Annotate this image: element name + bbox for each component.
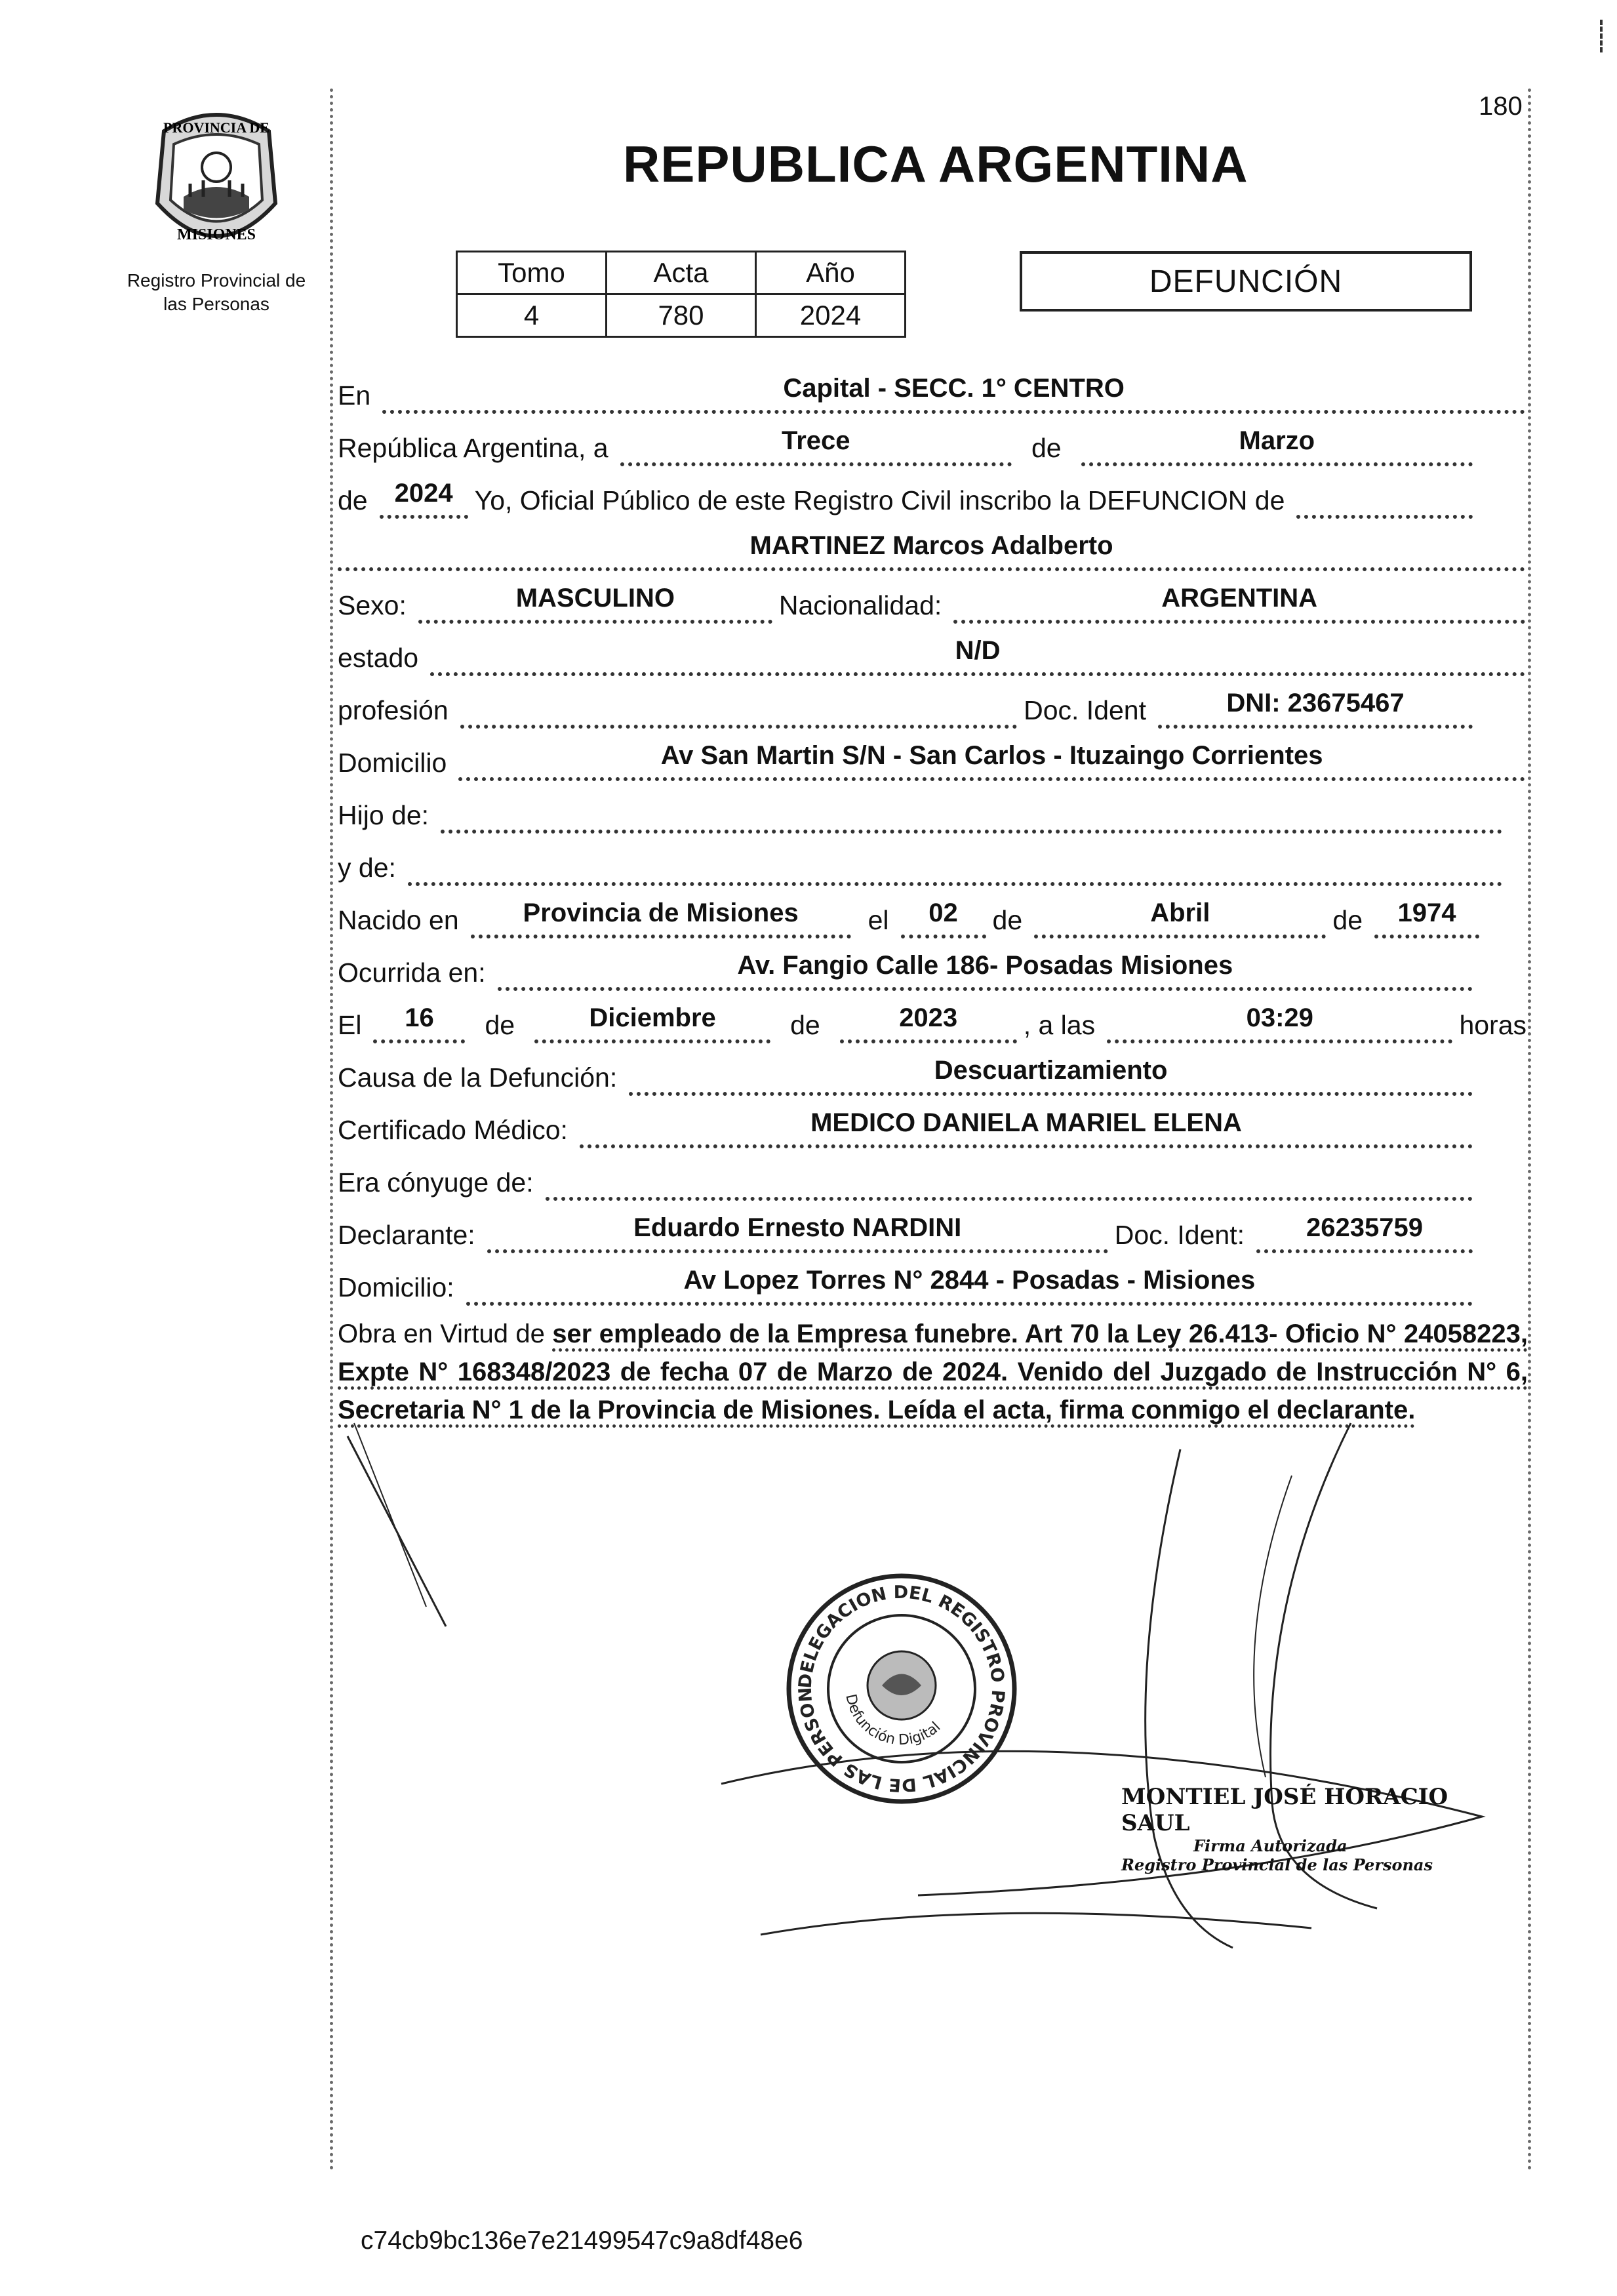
ocurrida-label: Ocurrida en: bbox=[338, 957, 486, 988]
svg-text:Defunción Digital: Defunción Digital bbox=[842, 1692, 944, 1749]
en-label: En bbox=[338, 380, 371, 411]
svg-text:PROVINCIA DE: PROVINCIA DE bbox=[163, 119, 270, 136]
de-death-label-2: de bbox=[790, 1010, 820, 1040]
row-en bbox=[338, 374, 1532, 414]
birth-day-field bbox=[901, 895, 986, 938]
row-fallecimiento bbox=[338, 1003, 1532, 1043]
year-field bbox=[380, 475, 468, 519]
estado-label: estado bbox=[338, 643, 419, 673]
domicilio-label: Domicilio bbox=[338, 748, 447, 778]
signer-block bbox=[1121, 1784, 1462, 1874]
acta-header: Acta bbox=[607, 252, 756, 294]
svg-text:MISIONES: MISIONES bbox=[176, 226, 256, 243]
oficial-text: Yo, Oficial Público de este Registro Civil inscribo la DEFUNCION de bbox=[474, 485, 1285, 515]
record-table-values bbox=[457, 294, 906, 337]
horas-label: horas bbox=[1459, 1010, 1527, 1040]
acta-value: 780 bbox=[607, 294, 756, 337]
signer-name: MONTIEL JOSÉ HORACIO SAUL bbox=[1121, 1784, 1448, 1836]
deceased-name: MARTINEZ Marcos Adalberto bbox=[749, 531, 1113, 560]
en-field bbox=[382, 371, 1525, 414]
row-domicilio bbox=[338, 741, 1532, 781]
death-month: Diciembre bbox=[589, 1003, 716, 1032]
registry-line-2: las Personas bbox=[163, 294, 270, 314]
declarante-value: Eduardo Ernesto NARDINI bbox=[633, 1213, 962, 1242]
declarante-label: Declarante: bbox=[338, 1220, 475, 1250]
row-causa bbox=[338, 1056, 1479, 1096]
domicilio2-field bbox=[466, 1262, 1473, 1306]
declarante-field bbox=[487, 1210, 1108, 1253]
death-year: 2023 bbox=[899, 1003, 958, 1032]
doc-ident-field bbox=[1158, 685, 1473, 729]
death-day-field bbox=[373, 1000, 465, 1043]
de-label: de bbox=[1031, 433, 1062, 463]
day-field bbox=[620, 423, 1012, 466]
nacionalidad-label: Nacionalidad: bbox=[778, 590, 942, 620]
row-yde bbox=[338, 849, 1509, 886]
sexo-value: MASCULINO bbox=[515, 584, 675, 613]
anio-header: Año bbox=[756, 252, 906, 294]
el-upper-label: El bbox=[338, 1010, 362, 1040]
anio-value: 2024 bbox=[756, 294, 906, 337]
tomo-header: Tomo bbox=[457, 252, 607, 294]
declarante-doc-label: Doc. Ident: bbox=[1114, 1220, 1245, 1250]
declarante-doc-value: 26235759 bbox=[1306, 1213, 1423, 1242]
year-value: 2024 bbox=[394, 479, 453, 508]
death-day: 16 bbox=[405, 1003, 434, 1032]
de-birth-label-1: de bbox=[992, 905, 1023, 935]
domicilio2-label: Domicilio: bbox=[338, 1272, 454, 1302]
name-field bbox=[338, 528, 1525, 571]
row-oficial bbox=[338, 479, 1479, 519]
nacido-value: Provincia de Misiones bbox=[523, 898, 799, 927]
row-fecha bbox=[338, 426, 1479, 466]
document-hash: c74cb9bc136e7e21499547c9a8df48e6 bbox=[361, 2226, 803, 2255]
document-type: DEFUNCIÓN bbox=[1149, 264, 1343, 299]
obra-text: ser empleado de la Empresa funebre. Art 70 la Ley 26.413- Oficio N° 24058223, Expte N° 168348/2023 de fecha 07 de Marzo de 2024. Venido del Juzgado de Instrucción N° 6, Secretaria N° 1 de la Provincia de Misiones. Leída el acta, firma conmigo el declarante. bbox=[338, 1319, 1528, 1428]
signer-role: Firma Autorizada bbox=[1193, 1836, 1348, 1855]
row-conyuge bbox=[338, 1164, 1479, 1201]
death-time: 03:29 bbox=[1246, 1003, 1313, 1032]
de-birth-label-2: de bbox=[1332, 905, 1363, 935]
death-time-field bbox=[1107, 1000, 1452, 1043]
provincial-logo bbox=[144, 105, 289, 256]
ocurrida-value: Av. Fangio Calle 186- Posadas Misiones bbox=[737, 951, 1233, 980]
death-year-field bbox=[840, 1000, 1017, 1043]
birth-year-field bbox=[1374, 895, 1479, 938]
row-ocurrida bbox=[338, 951, 1479, 991]
en-value: Capital - SECC. 1° CENTRO bbox=[783, 374, 1125, 403]
conyuge-label: Era cónyuge de: bbox=[338, 1167, 534, 1198]
yde-label: y de: bbox=[338, 853, 396, 883]
death-month-field bbox=[534, 1000, 770, 1043]
el-label: el bbox=[868, 905, 889, 935]
doc-ident-value: DNI: 23675467 bbox=[1226, 689, 1405, 717]
domicilio2-value: Av Lopez Torres N° 2844 - Posadas - Misiones bbox=[683, 1266, 1256, 1295]
nacionalidad-value: ARGENTINA bbox=[1161, 584, 1318, 613]
row-nombre bbox=[338, 531, 1532, 571]
certificado-field bbox=[580, 1105, 1473, 1148]
svg-text:DELEGACION DEL REGISTRO PROVIN: DELEGACION DEL REGISTRO PROVINCIAL DE LAS PERSON bbox=[795, 1582, 1008, 1796]
sexo-label: Sexo: bbox=[338, 590, 407, 620]
record-table bbox=[456, 251, 906, 338]
row-sexo bbox=[338, 584, 1532, 624]
row-hijo bbox=[338, 797, 1509, 834]
domicilio-value: Av San Martin S/N - San Carlos - Ituzaingo Corrientes bbox=[660, 741, 1323, 770]
profesion-label: profesión bbox=[338, 695, 449, 725]
causa-field bbox=[629, 1053, 1473, 1096]
profesion-field bbox=[460, 685, 1017, 729]
registry-line-1: Registro Provincial de bbox=[127, 270, 306, 291]
birth-year: 1974 bbox=[1397, 898, 1456, 927]
declarante-doc-field bbox=[1256, 1210, 1473, 1253]
corner-mark bbox=[1600, 20, 1607, 52]
doc-ident-label: Doc. Ident bbox=[1024, 695, 1146, 725]
signer-org: Registro Provincial de las Personas bbox=[1121, 1855, 1433, 1874]
row-nacido bbox=[338, 898, 1486, 938]
sexo-field bbox=[418, 580, 772, 624]
official-stamp bbox=[784, 1571, 1020, 1807]
nacido-field bbox=[471, 895, 851, 938]
hijo-label: Hijo de: bbox=[338, 800, 429, 830]
page-number: 180 bbox=[1479, 92, 1523, 121]
tomo-value: 4 bbox=[457, 294, 607, 337]
de-death-label-1: de bbox=[485, 1010, 515, 1040]
row-profesion bbox=[338, 689, 1479, 729]
nacionalidad-field bbox=[953, 580, 1525, 624]
record-table-header bbox=[457, 252, 906, 294]
month-field bbox=[1081, 423, 1473, 466]
ocurrida-field bbox=[498, 948, 1473, 991]
day-value: Trece bbox=[782, 426, 850, 455]
row-certificado bbox=[338, 1108, 1479, 1148]
birth-day: 02 bbox=[928, 898, 958, 927]
month-value: Marzo bbox=[1239, 426, 1315, 455]
birth-month: Abril bbox=[1150, 898, 1210, 927]
domicilio-field bbox=[458, 738, 1525, 781]
row-estado bbox=[338, 636, 1532, 676]
row-domicilio-declarante bbox=[338, 1266, 1479, 1306]
page-title: REPUBLICA ARGENTINA bbox=[623, 135, 1248, 193]
birth-month-field bbox=[1034, 895, 1326, 938]
causa-value: Descuartizamiento bbox=[934, 1056, 1168, 1085]
obra-prefix: Obra en Virtud de bbox=[338, 1319, 545, 1348]
estado-value: N/D bbox=[955, 636, 1001, 665]
yde-field bbox=[408, 843, 1502, 886]
document-type-box bbox=[1020, 251, 1472, 312]
estado-field bbox=[430, 633, 1525, 676]
certificado-value: MEDICO DANIELA MARIEL ELENA bbox=[810, 1108, 1242, 1137]
conyuge-field bbox=[546, 1158, 1473, 1201]
registry-label bbox=[105, 269, 328, 316]
nacido-label: Nacido en bbox=[338, 905, 459, 935]
de-year-label: de bbox=[338, 485, 368, 515]
certificado-label: Certificado Médico: bbox=[338, 1115, 568, 1145]
oficial-fill bbox=[1296, 475, 1473, 519]
row-declarante bbox=[338, 1213, 1479, 1253]
a-las-label: , a las bbox=[1023, 1010, 1096, 1040]
hijo-field bbox=[441, 790, 1502, 834]
causa-label: Causa de la Defunción: bbox=[338, 1062, 618, 1093]
republica-label: República Argentina, a bbox=[338, 433, 609, 463]
